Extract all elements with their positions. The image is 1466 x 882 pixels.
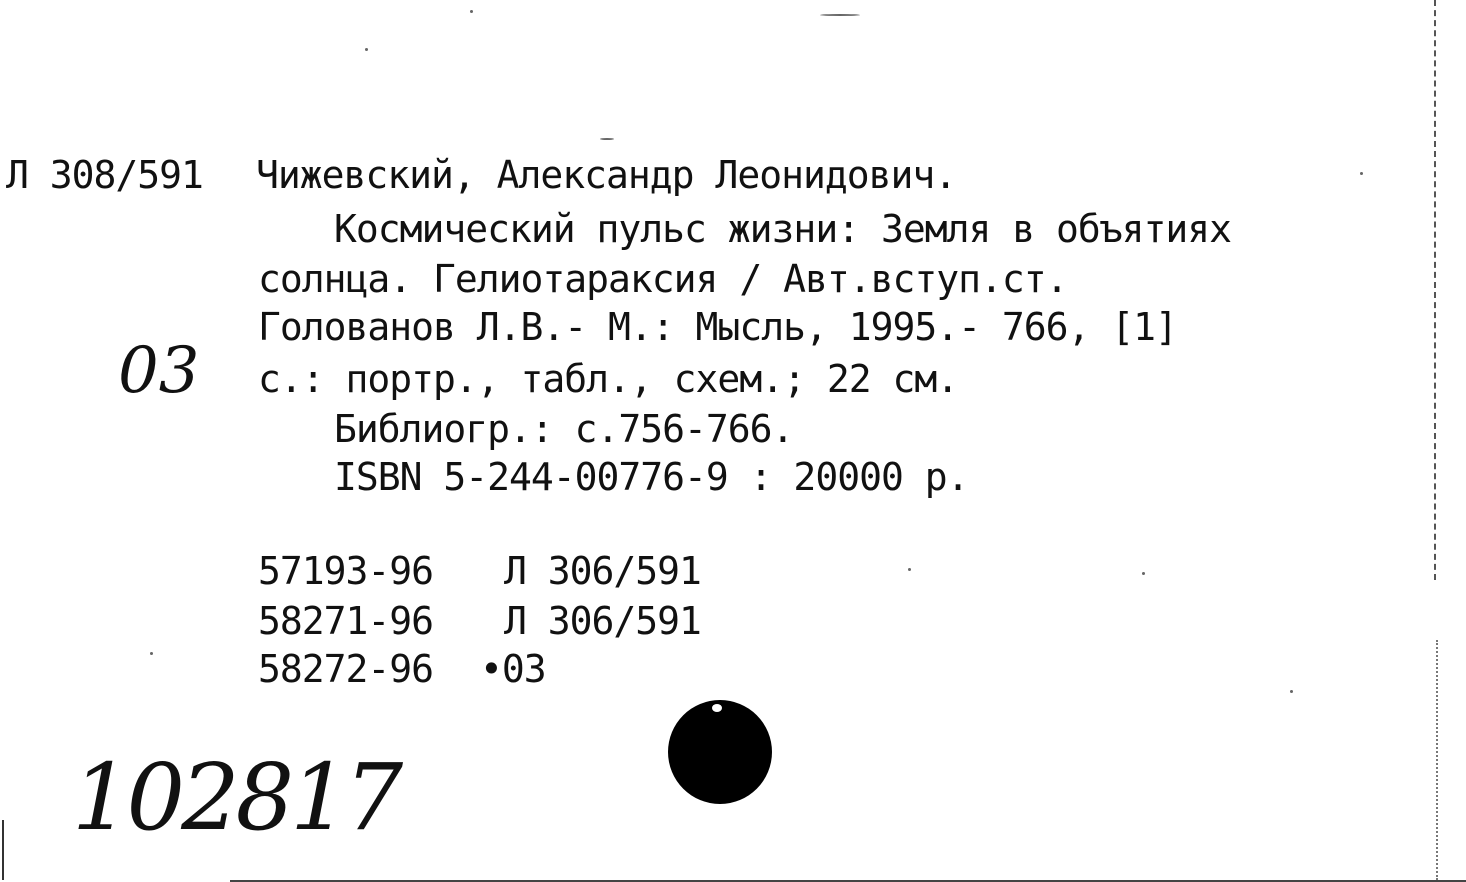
accession-shelf: Л 306/591 [504,599,701,643]
scan-speck [908,568,911,571]
card-left-edge [2,820,4,880]
bibliography-note: Библиогр.: с.756-766. [334,407,794,451]
scan-speck [1290,690,1293,693]
scan-speck [1360,172,1363,175]
card-right-edge [1434,0,1436,580]
scan-speck [820,14,860,16]
punch-hole-notch [712,704,722,712]
card-punch-hole [668,700,772,804]
card-right-edge-lower [1436,640,1438,880]
scan-speck [470,10,473,13]
accession-shelf: •03 [480,647,546,691]
call-number: Л 308/591 [6,153,203,197]
handwritten-inventory-number: 102817 [72,744,400,851]
scan-speck [365,48,368,51]
scan-speck [150,652,153,655]
accession-number: 58272-96 [258,647,434,691]
title-line-4: с.: портр., табл., схем.; 22 см. [258,357,959,401]
author-heading: Чижевский, Александр Леонидович. [256,153,957,197]
title-line-1: Космический пульс жизни: Земля в объятиях [334,207,1231,251]
title-line-2: солнца. Гелиотараксия / Авт.вступ.ст. [258,257,1068,301]
scan-speck [1142,572,1145,575]
handwritten-location-mark: 03 [118,334,200,408]
accession-number: 57193-96 [258,549,434,593]
isbn-price: ISBN 5-244-00776-9 : 20000 р. [334,455,969,499]
accession-shelf: Л 306/591 [504,549,701,593]
scan-speck [600,138,614,140]
accession-number: 58271-96 [258,599,434,643]
title-line-3: Голованов Л.В.- М.: Мысль, 1995.- 766, [1] [258,305,1177,349]
